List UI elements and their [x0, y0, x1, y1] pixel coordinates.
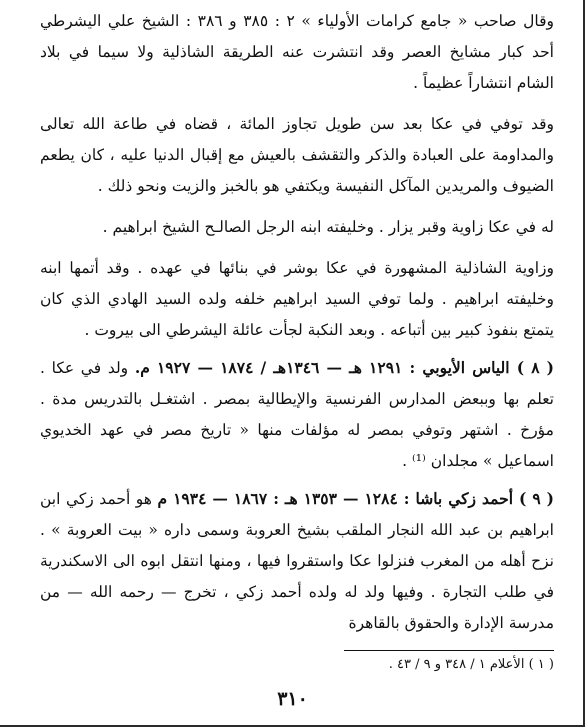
page-number: ٣١٠: [277, 688, 308, 710]
paragraph-5: [40, 352, 554, 477]
entry-8-heading: ( ٨ ) الياس الأيوبي : ١٢٩١ هـ — ١٣٤٦هـ / ١٨٧٤ — ١٩٢٧ م.: [134, 358, 555, 377]
footnote: ( ١ ) الأعلام ١ / ٣٤٨ و ٩ / ٤٣ .: [388, 657, 554, 672]
footnote-separator: [344, 650, 554, 651]
entry-8-text: ولد في عكا . تعلم بها وببعض المدارس الفرنسية والإيطالية بمصر . اشتغـل بالتدريس مدة . مؤرخ . اشتهر وتوفي بمصر له مؤلفات منها « تاريخ مصر في عهد الخديوي اسماعيل » مجلدان ⁽¹⁾ .: [40, 359, 554, 470]
body-text: [40, 6, 554, 639]
paragraph-1: وقال صاحب « جامع كرامات الأولياء » ٢ : ٣٨٥ و ٣٨٦ : الشيخ علي اليشرطي أحد كبار مشايخ العصر وقد انتشرت عنه الطريقة الشاذلية ولا سيما في بلاد الشام انتشاراً عظيماً .: [40, 12, 554, 92]
entry-9-heading: ( ٩ ) أحمد زكي باشا : ١٢٨٤ — ١٣٥٣ هـ : ١٨٦٧ — ١٩٣٤ م: [157, 489, 555, 508]
paragraph-4: وزاوية الشاذلية المشهورة في عكا بوشر في بنائها في عهده . وقد أتمها ابنه وخليفته ابراهيم . ولما توفي السيد ابراهيم خلفه ولده السيد الهادي الذي كان يتمتع بنفوذ كبير بين أتباعه . وبعد النكبة لجأت عائلة اليشرطي الى بيروت .: [40, 259, 554, 339]
paragraph-3: له في عكا زاوية وقبر يزار . وخليفته ابنه الرجل الصالـح الشيخ ابراهيم .: [102, 218, 554, 236]
entry-9-text: هو أحمد زكي ابن ابراهيم بن عبد الله النجار الملقب بشيخ العروبة وسمى داره « بيت العروبة » . نزح أهله من المغرب فنزلوا عكا واستقروا فيها ، ومنها انتقل ابوه الى الاسكندرية في طلب التجارة . وفيها ولد له ولده أحمد زكي ، تخرج — رحمه الله — من مدرسة الإدارة والحقوق بالقاهرة: [40, 490, 554, 632]
paragraph-2: وقد توفي في عكا بعد سن طويل تجاوز المائة ، قضاه في طاعة الله تعالى والمداومة على العبادة والذكر والتقشف بالعيش مع إقبال الدنيا عليه ، كان يطعم الضيوف والمريدين المآكل النفيسة ويكتفي هو بالخبز والزيت ونحو ذلك .: [40, 115, 554, 195]
paragraph-6: [40, 483, 554, 639]
